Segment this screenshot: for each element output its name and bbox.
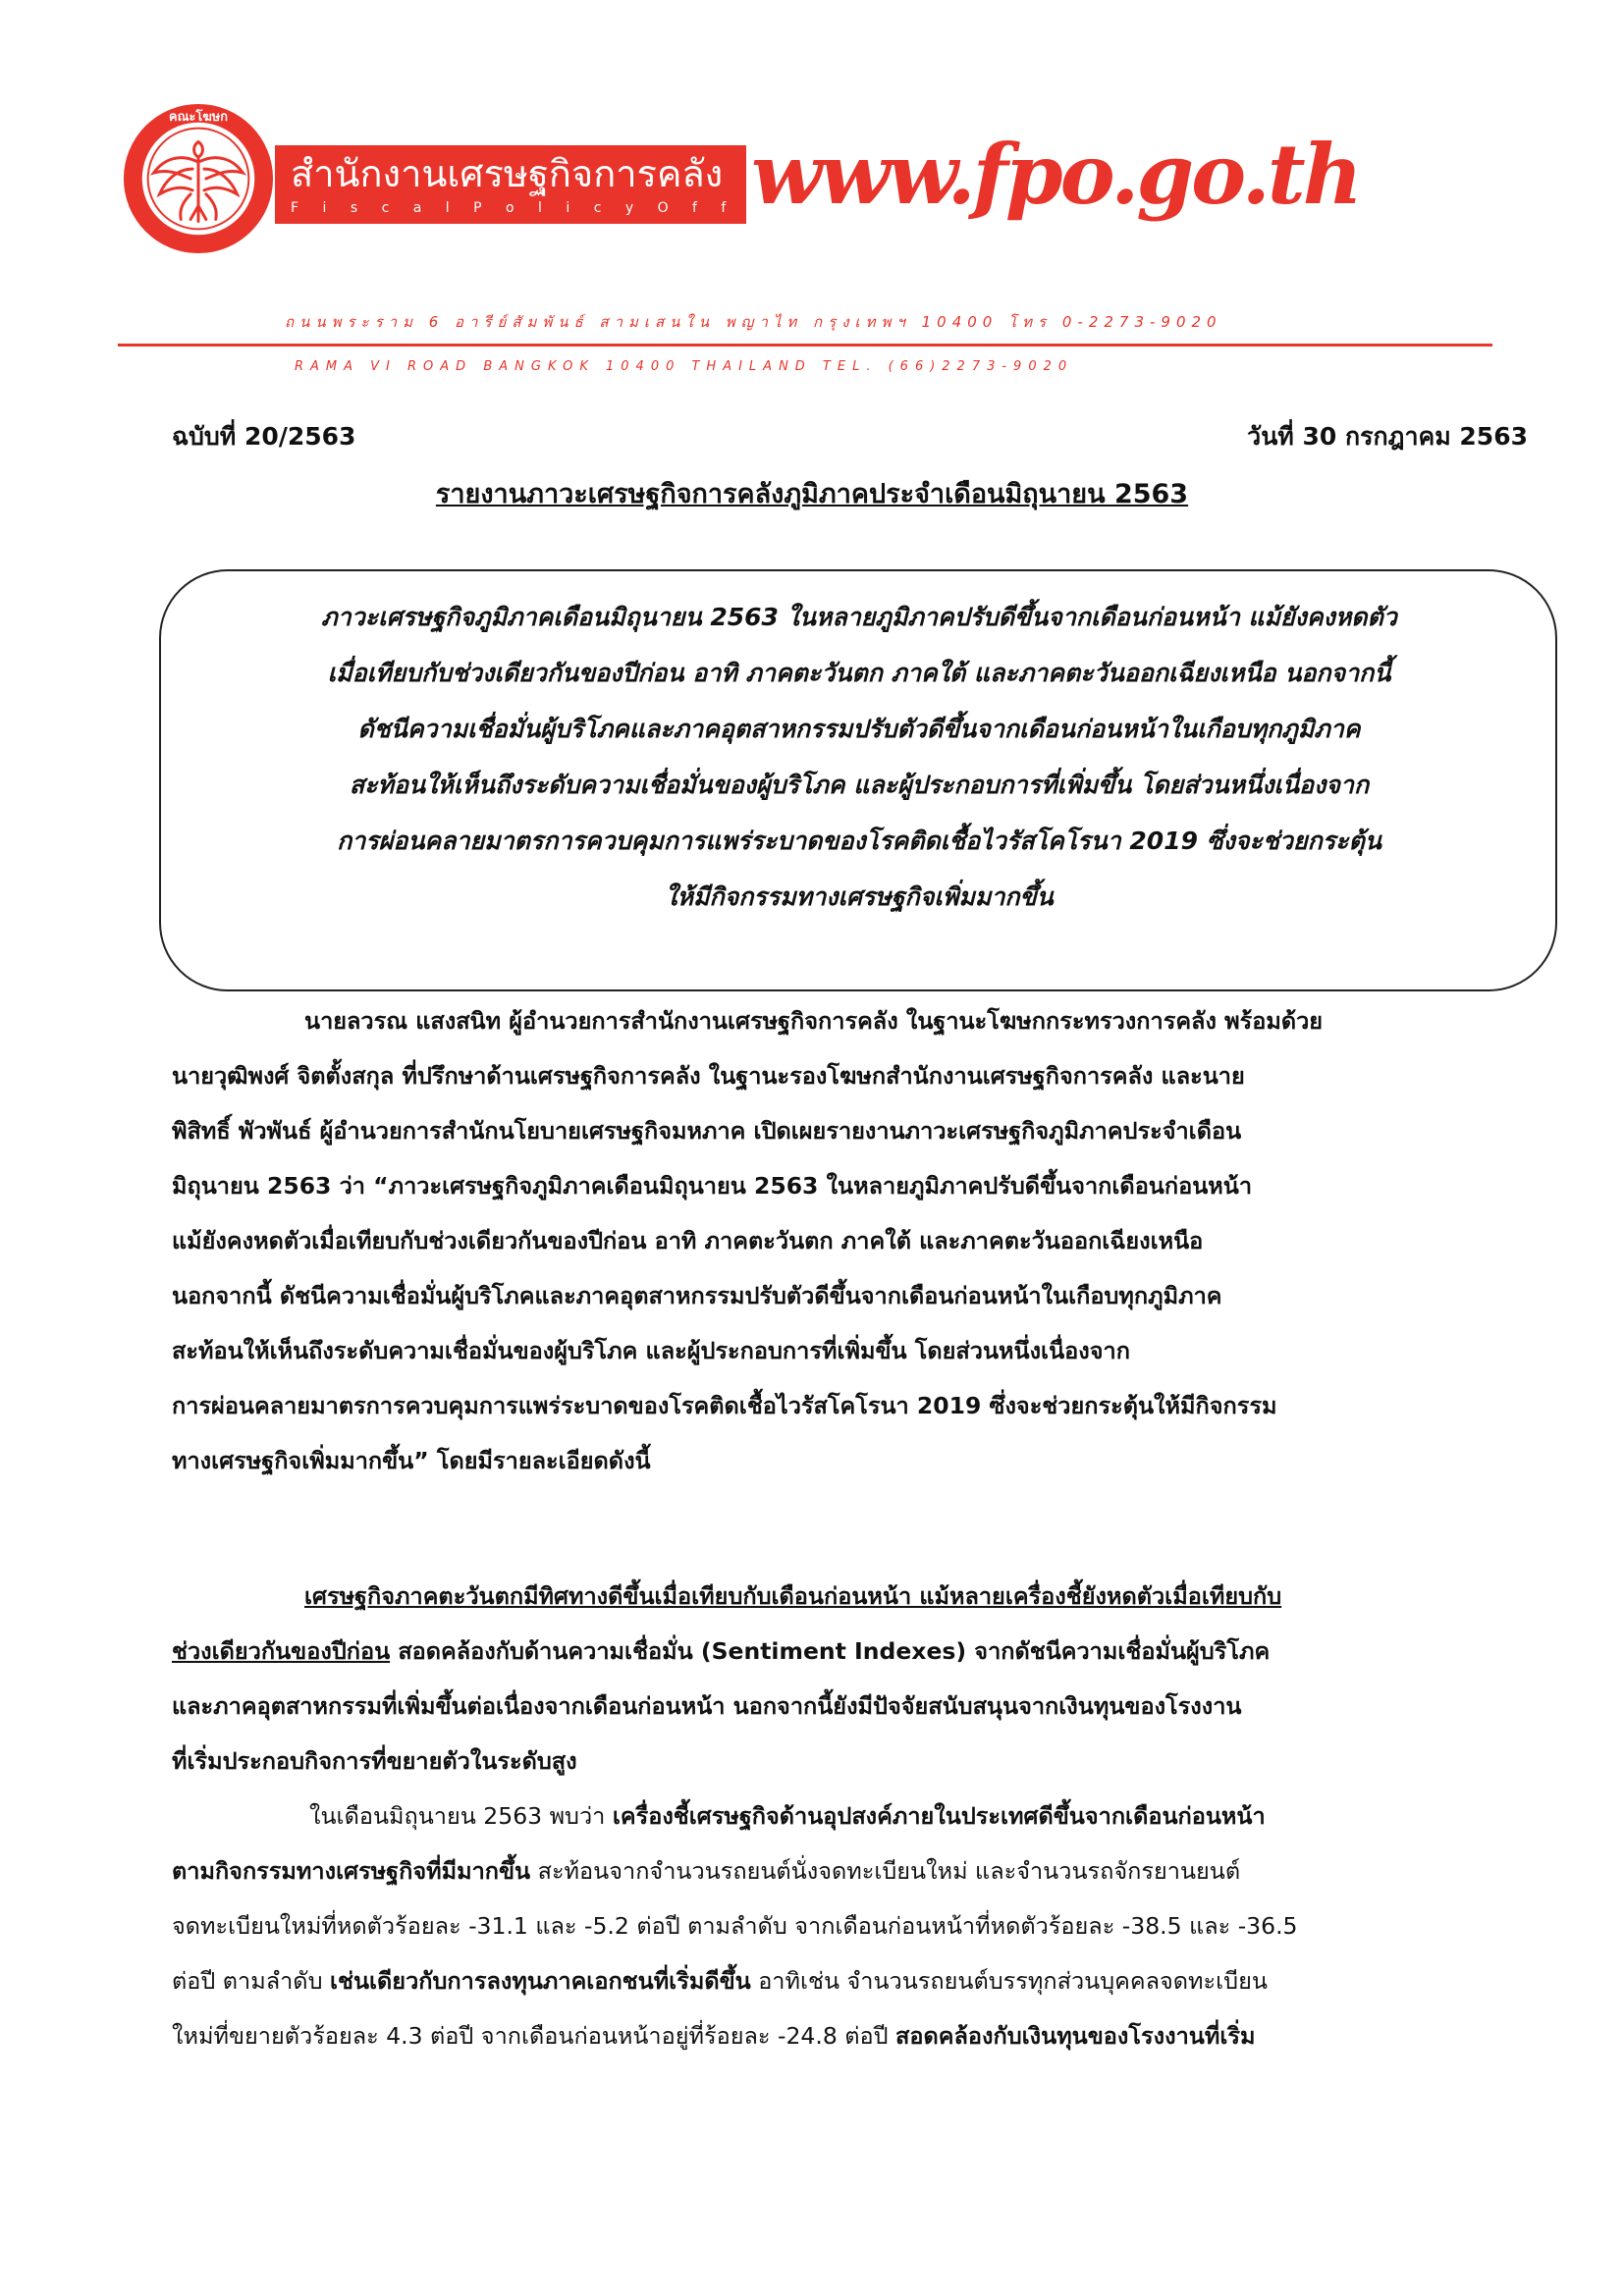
paragraph-text: อาทิเช่น จำนวนรถยนต์บรรทุกส่วนบุคคลจดทะเบียน: [750, 1967, 1268, 1995]
summary-line: ดัชนีความเชื่อมั่นผู้บริโภคและภาคอุตสาหกรรมปรับตัวดีขึ้นจากเดือนก่อนหน้าในเกือบทุกภูมิภาค: [357, 715, 1361, 743]
western-region-heading: เศรษฐกิจภาคตะวันตกมีทิศทางดีขึ้นเมื่อเทียบกับเดือนก่อนหน้า แม้หลายเครื่องชี้ยังหดตัวเมื่อเทียบกับ: [304, 1582, 1282, 1610]
address-thai: ถนนพระราม 6 อารีย์สัมพันธ์ สามเสนใน พญาไท กรุงเทพฯ 10400 โทร 0-2273-9020: [285, 313, 1222, 331]
letterhead-divider: [118, 344, 1492, 347]
western-region-heading-cont: ช่วงเดียวกันของปีก่อน: [172, 1637, 391, 1665]
paragraph-bold-text: ตามกิจกรรมทางเศรษฐกิจที่มีมากขึ้น: [172, 1857, 531, 1885]
summary-line: ให้มีกิจกรรมทางเศรษฐกิจเพิ่มมากขึ้น: [665, 882, 1054, 911]
summary-line: การผ่อนคลายมาตรการควบคุมการแพร่ระบาดของโรคติดเชื้อไวรัสโคโรนา 2019 ซึ่งจะช่วยกระตุ้น: [337, 827, 1381, 855]
paragraph-western-region: [172, 1569, 1507, 1789]
issue-number: ฉบับที่ 20/2563: [172, 422, 356, 451]
paragraph-intro: [172, 993, 1507, 1488]
paragraph-line: การผ่อนคลายมาตรการควบคุมการแพร่ระบาดของโรคติดเชื้อไวรัสโคโรนา 2019 ซึ่งจะช่วยกระตุ้นให้มีกิจกรรม: [172, 1392, 1277, 1419]
paragraph-bold-text: สอดคล้องกับเงินทุนของโรงงานที่เริ่ม: [895, 2022, 1256, 2050]
paragraph-bold-text: เช่นเดียวกับการลงทุนภาคเอกชนที่เริ่มดีขึ้น: [329, 1967, 751, 1995]
paragraph-line: สะท้อนให้เห็นถึงระดับความเชื่อมั่นของผู้บริโภค และผู้ประกอบการที่เพิ่มขึ้น โดยส่วนหนึ่งเนื่องจาก: [172, 1337, 1130, 1364]
paragraph-text: สะท้อนจากจำนวนรถยนต์นั่งจดทะเบียนใหม่ และจำนวนรถจักรยานยนต์: [530, 1857, 1241, 1885]
paragraph-line: ทางเศรษฐกิจเพิ่มมากขึ้น” โดยมีรายละเอียดดังนี้: [172, 1447, 651, 1474]
paragraph-line: ที่เริ่มประกอบกิจการที่ขยายตัวในระดับสูง: [172, 1747, 577, 1775]
paragraph-bold-text: เครื่องชี้เศรษฐกิจด้านอุปสงค์ภายในประเทศดีขึ้นจากเดือนก่อนหน้า: [612, 1802, 1266, 1830]
paragraph-line: นายลวรณ แสงสนิท ผู้อำนวยการสำนักงานเศรษฐกิจการคลัง ในฐานะโฆษกกระทรวงการคลัง พร้อมด้วย: [304, 1007, 1324, 1035]
paragraph-text: สอดคล้องกับด้านความเชื่อมั่น (Sentiment Indexes) จากดัชนีความเชื่อมั่นผู้บริโภค: [390, 1637, 1271, 1665]
paragraph-line: นอกจากนี้ ดัชนีความเชื่อมั่นผู้บริโภคและภาคอุตสาหกรรมปรับตัวดีขึ้นจากเดือนก่อนหน้าในเกือบทุกภูมิภาค: [172, 1282, 1222, 1309]
paragraph-text: ใหม่ที่ขยายตัวร้อยละ 4.3 ต่อปี จากเดือนก่อนหน้าอยู่ที่ร้อยละ -24.8 ต่อปี: [172, 2022, 896, 2050]
document-title: รายงานภาวะเศรษฐกิจการคลังภูมิภาคประจำเดือนมิถุนายน 2563: [435, 479, 1189, 509]
summary-text: [187, 589, 1532, 925]
website-url[interactable]: www.fpo.go.th: [751, 126, 1360, 223]
paragraph-line: มิถุนายน 2563 ว่า “ภาวะเศรษฐกิจภูมิภาคเดือนมิถุนายน 2563 ในหลายภูมิภาคปรับดีขึ้นจากเดือนก่อนหน้า: [172, 1172, 1253, 1200]
address-english: RAMA VI ROAD BANGKOK 10400 THAILAND TEL. (66)2273-9020: [295, 359, 1074, 374]
paragraph-text: ในเดือนมิถุนายน 2563 พบว่า: [309, 1802, 613, 1830]
office-name-th: สำนักงานเศรษฐกิจการคลัง: [291, 152, 724, 195]
issue-date: วันที่ 30 กรกฎาคม 2563: [1247, 422, 1528, 451]
spokesperson-seal-logo: [121, 101, 276, 256]
paragraph-line: และภาคอุตสาหกรรมที่เพิ่มขึ้นต่อเนื่องจากเดือนก่อนหน้า นอกจากนี้ยังมีปัจจัยสนับสนุนจากเงินทุนของโรงงาน: [172, 1692, 1242, 1720]
summary-line: ภาวะเศรษฐกิจภูมิภาคเดือนมิถุนายน 2563 ในหลายภูมิภาคปรับดีขึ้นจากเดือนก่อนหน้า แม้ยังคงหดตัว: [321, 603, 1397, 631]
paragraph-text: ต่อปี ตามลำดับ: [172, 1967, 330, 1995]
paragraph-line: จดทะเบียนใหม่ที่หดตัวร้อยละ -31.1 และ -5.2 ต่อปี ตามลำดับ จากเดือนก่อนหน้าที่หดตัวร้อยละ -38.5 และ -36.5: [172, 1912, 1298, 1940]
paragraph-line: นายวุฒิพงศ์ จิตตั้งสกุล ที่ปรึกษาด้านเศรษฐกิจการคลัง ในฐานะรองโฆษกสำนักงานเศรษฐกิจการคลัง และนาย: [172, 1062, 1245, 1090]
paragraph-line: แม้ยังคงหดตัวเมื่อเทียบกับช่วงเดียวกันของปีก่อน อาทิ ภาคตะวันตก ภาคใต้ และภาคตะวันออกเฉียงเหนือ: [172, 1227, 1204, 1255]
summary-line: สะท้อนให้เห็นถึงระดับความเชื่อมั่นของผู้บริโภค และผู้ประกอบการที่เพิ่มขึ้น โดยส่วนหนึ่งเนื่องจาก: [349, 771, 1370, 799]
svg-text:คณะโฆษก: คณะโฆษก: [168, 109, 229, 125]
paragraph-domestic-demand: [172, 1789, 1507, 2063]
paragraph-line: พิสิทธิ์ พัวพันธ์ ผู้อำนวยการสำนักนโยบายเศรษฐกิจมหภาค เปิดเผยรายงานภาวะเศรษฐกิจภูมิภาคประจำเดือน: [172, 1117, 1242, 1145]
office-name-en: F i s c a l P o l i c y O f f i c e: [291, 200, 828, 216]
summary-line: เมื่อเทียบกับช่วงเดียวกันของปีก่อน อาทิ ภาคตะวันตก ภาคใต้ และภาคตะวันออกเฉียงเหนือ นอกจากนี้: [327, 659, 1391, 687]
